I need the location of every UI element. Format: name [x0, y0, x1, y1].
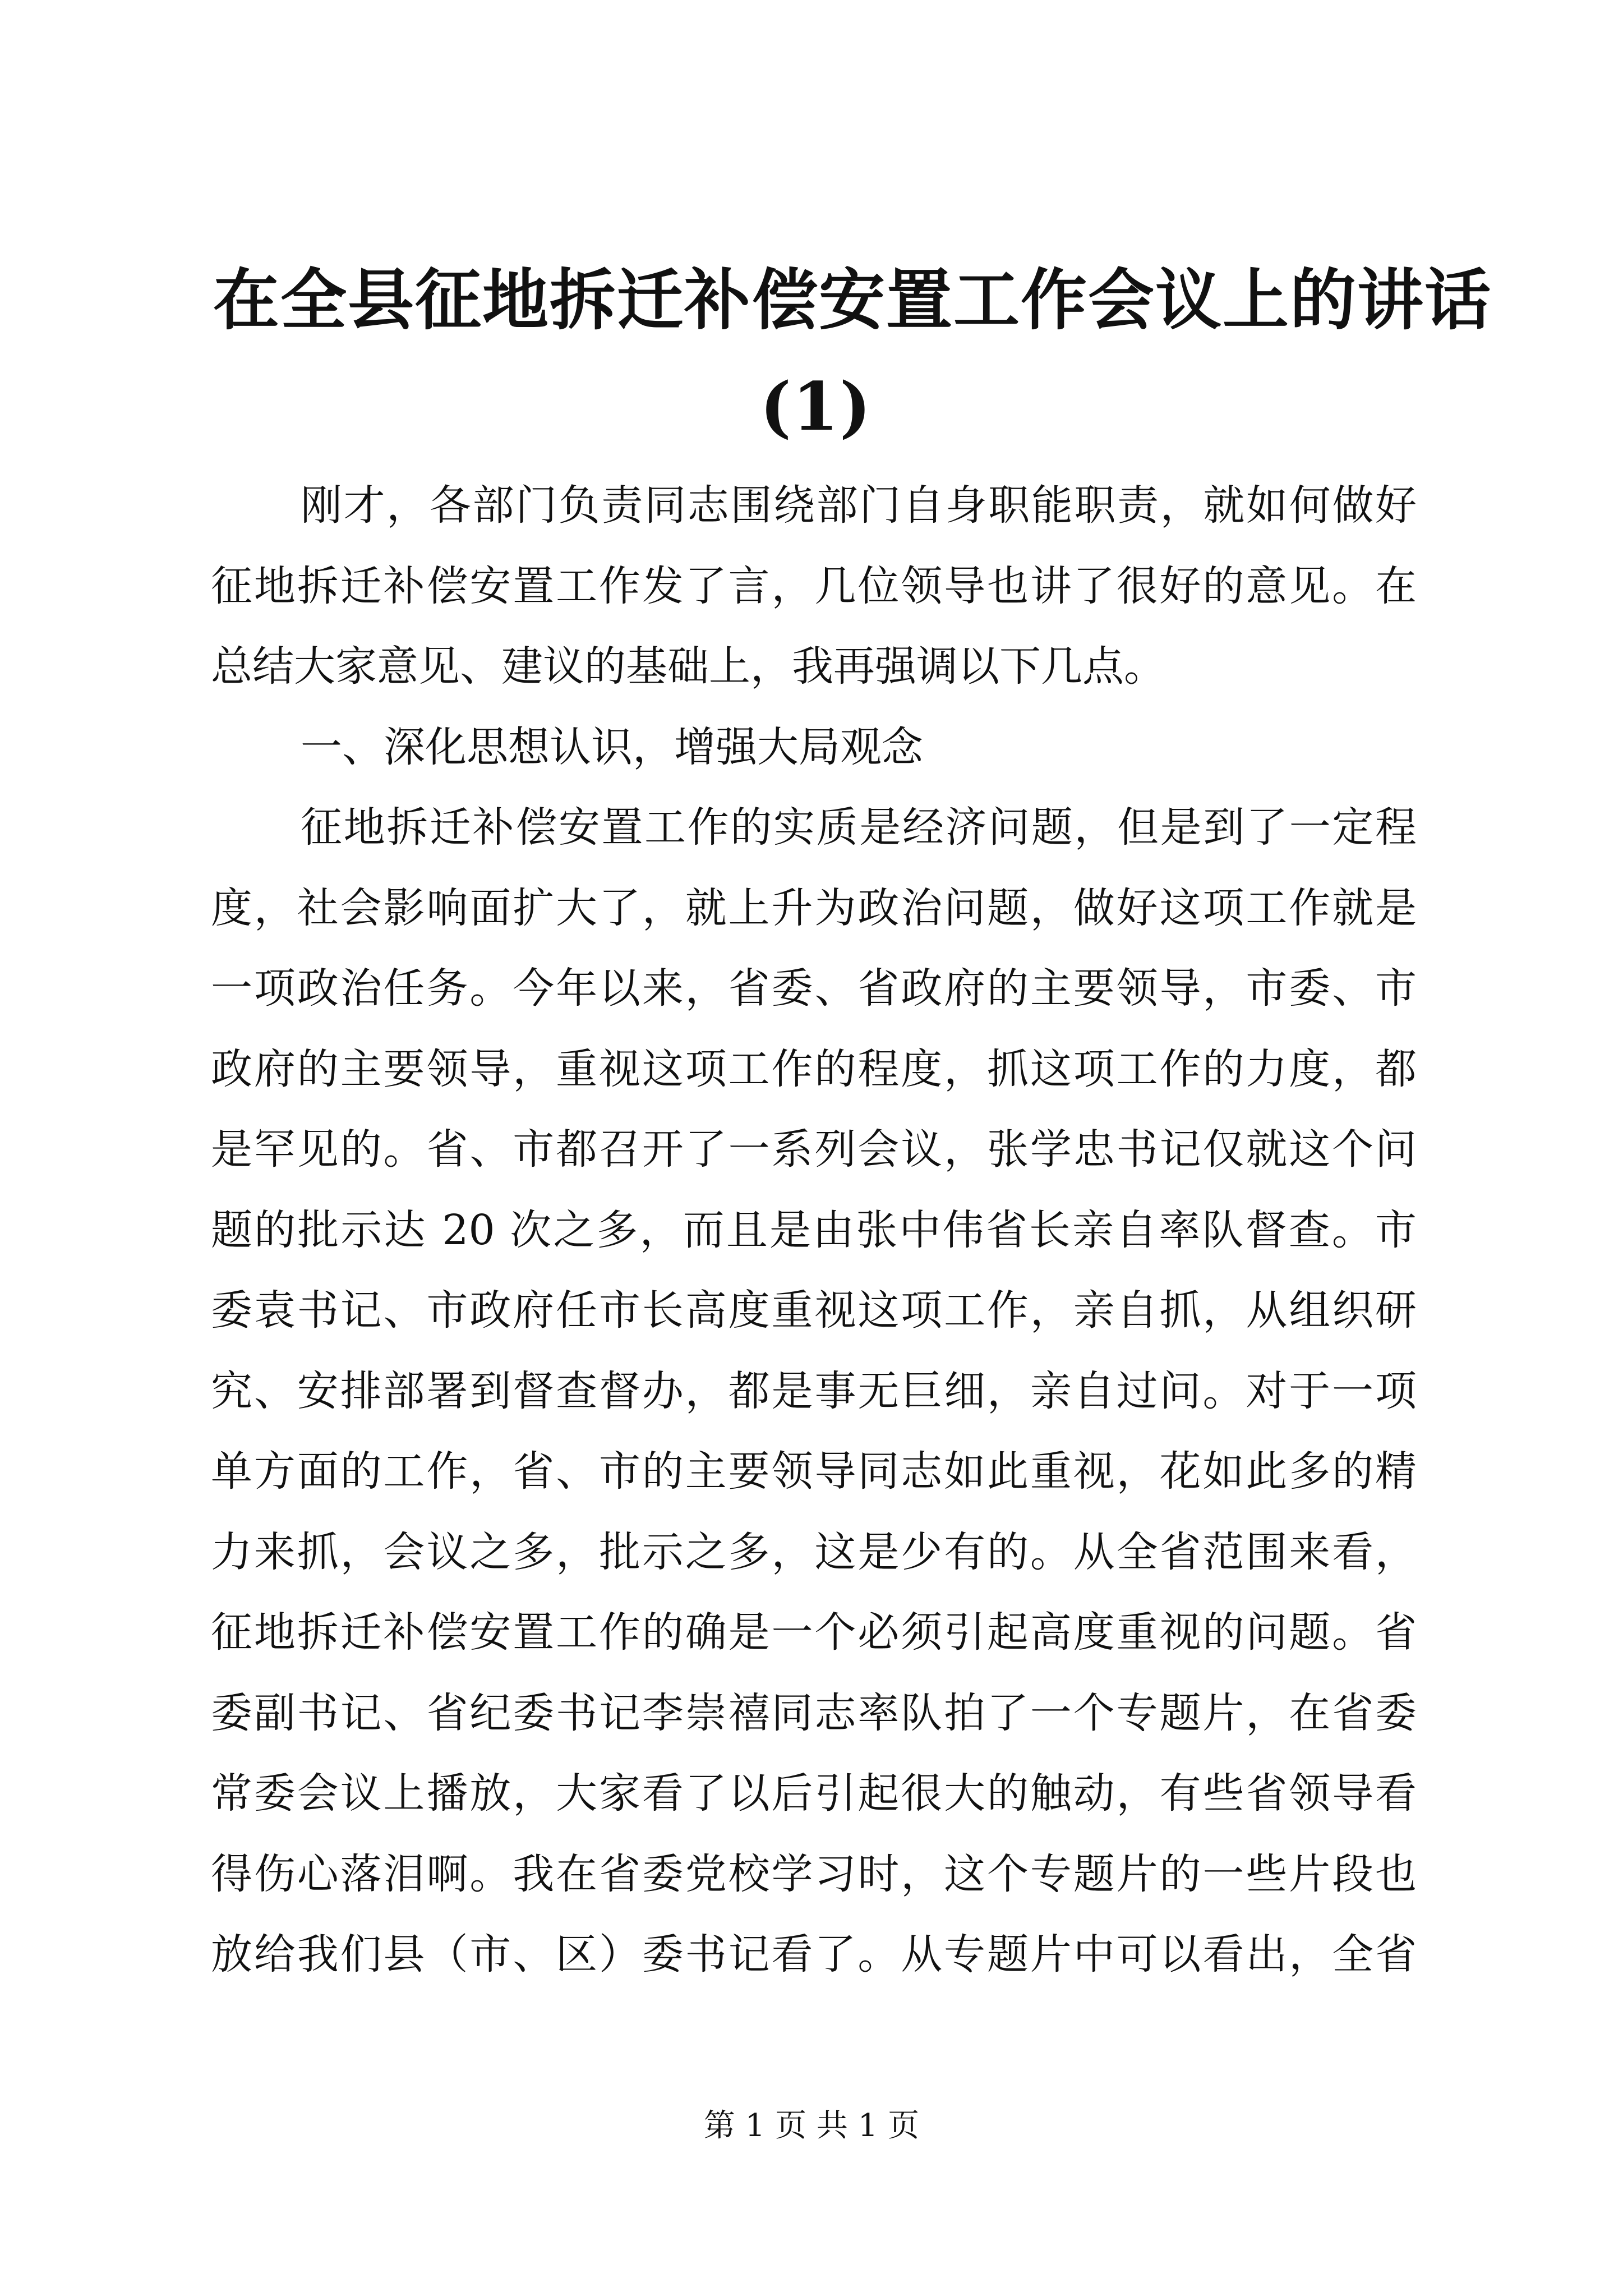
paragraph-line: 度，社会影响面扩大了，就上升为政治问题，做好这项工作就是: [211, 884, 1417, 932]
paragraph-line: 得伤心落泪啊。我在省委党校学习时，这个专题片的一些片段也: [211, 1849, 1417, 1898]
title-line-1: 在全县征地拆迁补偿安置工作会议上的讲话: [213, 261, 1492, 339]
paragraph-line: 征地拆迁补偿安置工作的实质是经济问题，但是到了一定程: [301, 803, 1417, 852]
paragraph-line: 放给我们县（市、区）委书记看了。从专题片中可以看出，全省: [211, 1930, 1417, 1978]
paragraph-line: 究、安排部署到督查督办，都是事无巨细，亲自过问。对于一项: [211, 1366, 1417, 1415]
paragraph-line: 一项政治任务。今年以来，省委、省政府的主要领导，市委、市: [211, 964, 1417, 1013]
paragraph-line: 题的批示达 20 次之多，而且是由张中伟省长亲自率队督查。市: [211, 1205, 1417, 1254]
paragraph-line: 刚才，各部门负责同志围绕部门自身职能职责，就如何做好: [301, 481, 1417, 530]
paragraph-line: 政府的主要领导，重视这项工作的程度，抓这项工作的力度，都: [211, 1045, 1417, 1093]
document-body: [211, 466, 1417, 1995]
paragraph-line: 总结大家意见、建议的基础上，我再强调以下几点。: [211, 642, 1165, 691]
paragraph-line: 是罕见的。省、市都召开了一系列会议，张学忠书记仅就这个问: [211, 1125, 1417, 1174]
paragraph-line: 委袁书记、市政府任市长高度重视这项工作，亲自抓，从组织研: [211, 1286, 1417, 1335]
section-heading: 一、深化思想认识，增强大局观念: [301, 723, 923, 771]
paragraph-line: 常委会议上播放，大家看了以后引起很大的触动，有些省领导看: [211, 1769, 1417, 1818]
document-title: [213, 247, 1492, 460]
paragraph-line: 力来抓，会议之多，批示之多，这是少有的。从全省范围来看，: [211, 1527, 1417, 1576]
title-line-2: (1): [760, 367, 872, 445]
paragraph-line: 征地拆迁补偿安置工作的确是一个必须引起高度重视的问题。省: [211, 1608, 1417, 1657]
paragraph-line: 征地拆迁补偿安置工作发了言，几位领导也讲了很好的意见。在: [211, 562, 1417, 610]
paragraph-line: 委副书记、省纪委书记李崇禧同志率队拍了一个专题片，在省委: [211, 1688, 1417, 1737]
page-footer: 第 1 页 共 1 页: [703, 2108, 920, 2144]
paragraph-line: 单方面的工作，省、市的主要领导同志如此重视，花如此多的精: [211, 1447, 1417, 1496]
